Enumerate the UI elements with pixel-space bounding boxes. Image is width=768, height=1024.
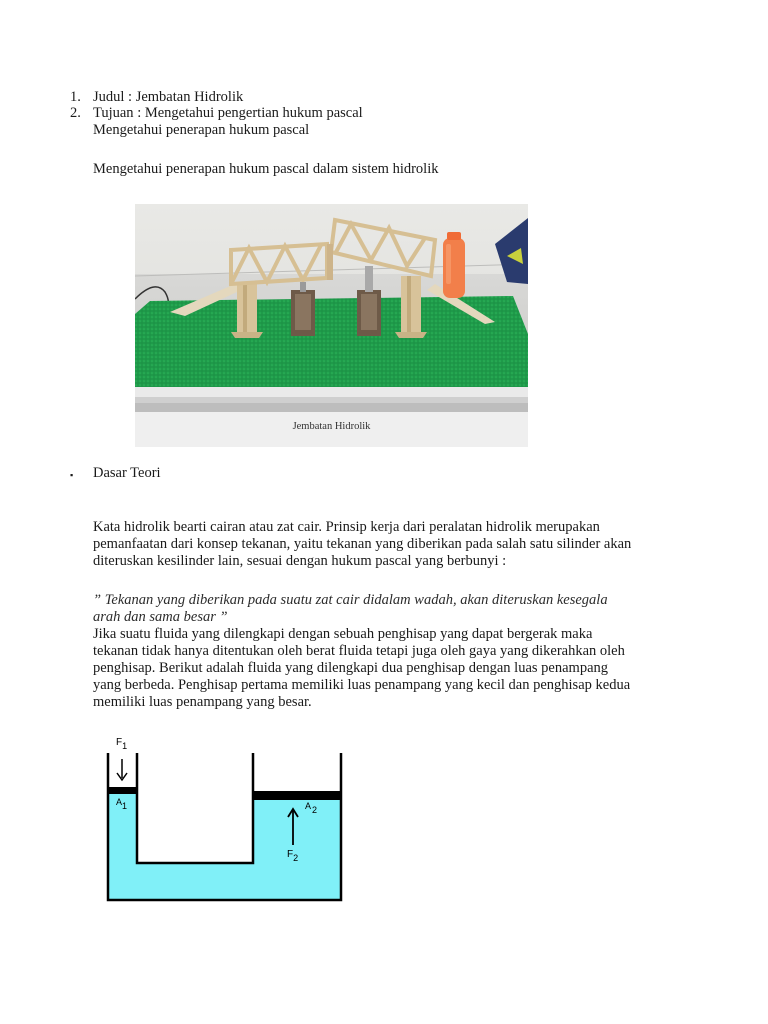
hydraulic-diagram (95, 733, 355, 908)
figure-caption: Jembatan Hidrolik (292, 421, 371, 432)
paragraph-fluid (93, 626, 683, 711)
tujuan-label: Tujuan (93, 105, 134, 121)
paragraph-line: diteruskan kesilinder lain, sesuai dengan hukum pascal yang berbunyi : (93, 553, 507, 569)
a2-label: A2 (305, 801, 318, 815)
section-title: Dasar Teori (93, 465, 161, 481)
f2-label: F2 (287, 849, 299, 863)
paragraph-line: memiliki luas penampang yang besar. (93, 694, 312, 710)
bullet-icon: ▪ (70, 470, 74, 480)
list-item-tujuan (93, 105, 363, 122)
tujuan-line-3: Mengetahui penerapan hukum pascal dalam sistem hidrolik (93, 161, 439, 177)
bridge-photo (135, 204, 528, 412)
paragraph-line: pemanfaatan dari konsep tekanan, yaitu tekanan yang diberikan pada salah satu silinder akan (93, 536, 632, 552)
pascal-diagram-svg (95, 733, 355, 908)
paragraph-line: Kata hidrolik bearti cairan atau zat cair. Prinsip kerja dari peralatan hidrolik merupakan (93, 519, 600, 535)
container-inner-wall (137, 753, 253, 863)
paragraph-line: yang berbeda. Penghisap pertama memiliki luas penampang yang kecil dan penghisap kedua (93, 677, 631, 693)
judul-label: Judul (93, 89, 125, 105)
f1-label: F1 (116, 737, 128, 751)
large-piston (253, 791, 341, 800)
list-number-2: 2. (70, 105, 81, 121)
quote-line: arah dan sama besar ” (93, 609, 228, 625)
quote-line: ” Tekanan yang diberikan pada suatu zat cair didalam wadah, akan diteruskan kesegala (93, 592, 608, 608)
tujuan-value: Mengetahui pengertian hukum pascal (144, 105, 363, 121)
judul-separator: : (124, 89, 136, 105)
tujuan-separator: : (133, 105, 145, 121)
hydraulic-bridge-photo (135, 204, 528, 412)
paragraph-line: Jika suatu fluida yang dilengkapi dengan sebuah penghisap yang dapat bergerak maka (93, 626, 593, 642)
pascal-quote (93, 592, 683, 626)
list-item-judul (93, 89, 243, 106)
tujuan-line-2: Mengetahui penerapan hukum pascal (93, 122, 310, 138)
paragraph-intro (93, 519, 683, 570)
small-piston (108, 787, 137, 794)
bridge-figure (135, 204, 528, 447)
paragraph-line: tekanan tidak hanya ditentukan oleh berat fluida tetapi juga oleh gaya yang dikerahkan oleh (93, 643, 625, 659)
list-number-1: 1. (70, 89, 81, 105)
paragraph-line: penghisap. Berikut adalah fluida yang dilengkapi dua penghisap dengan luas penampang (93, 660, 609, 676)
a1-label: A1 (116, 797, 128, 811)
judul-value: Jembatan Hidrolik (135, 89, 244, 105)
